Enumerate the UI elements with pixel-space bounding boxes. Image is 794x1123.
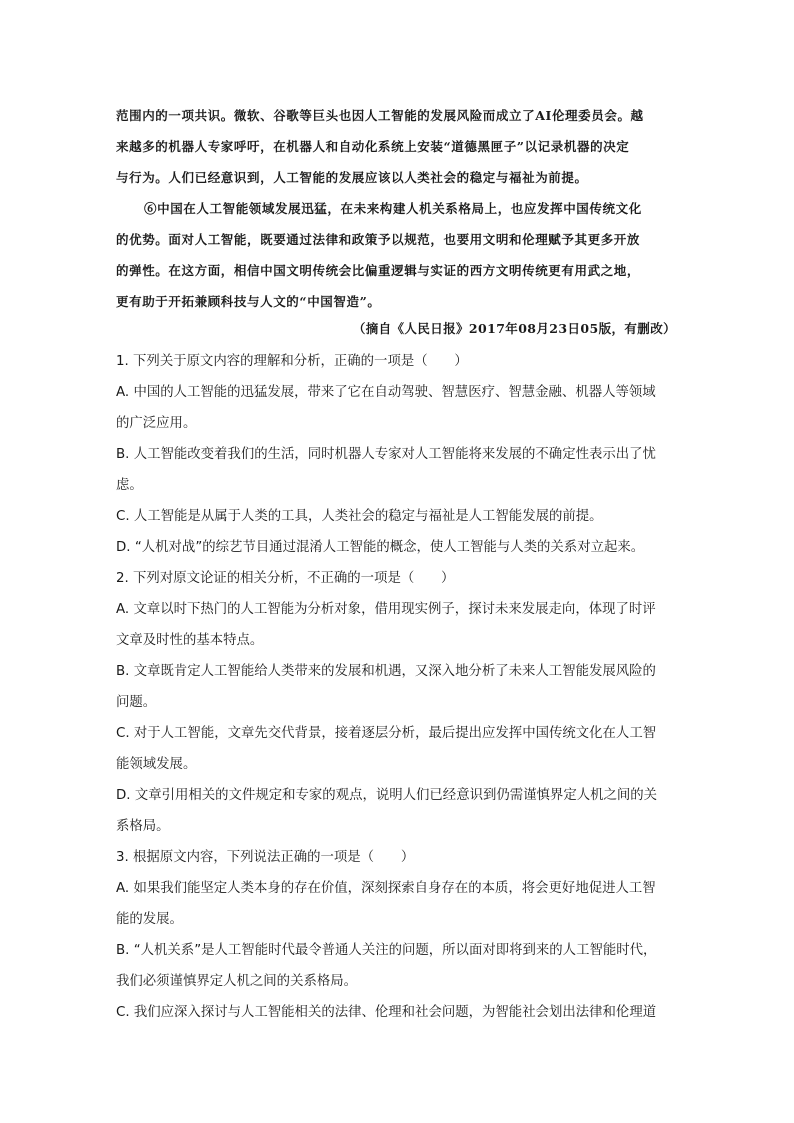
passage-line: 的优势。面对人工智能，既要通过法律和政策予以规范，也要用文明和伦理赋予其更多开放 bbox=[116, 232, 641, 247]
option-line: 我们必须谨慎界定人机之间的关系格局。 bbox=[116, 974, 358, 989]
option-line: A. 如果我们能坚定人类本身的存在价值，深刻探索自身存在的本质，将会更好地促进人工智 bbox=[116, 881, 656, 896]
option-line: B. 文章既肯定人工智能给人类带来的发展和机遇，又深入地分析了未来人工智能发展风险的 bbox=[116, 664, 656, 679]
passage-line: 范围内的一项共识。微软、谷歌等巨头也因人工智能的发展风险而成立了AI伦理委员会。越 bbox=[116, 108, 644, 123]
passage-line: 来越多的机器人专家呼吁，在机器人和自动化系统上安装“道德黑匣子”以记录机器的决定 bbox=[116, 139, 630, 154]
option-line: 的广泛应用。 bbox=[116, 416, 197, 431]
option-line: 能的发展。 bbox=[116, 912, 183, 927]
passage-line: ⑥中国在人工智能领域发展迅猛，在未来构建人机关系格局上，也应发挥中国传统文化 bbox=[144, 201, 642, 216]
passage-line: 的弹性。在这方面，相信中国文明传统会比偏重逻辑与实证的西方文明传统更有用武之地， bbox=[116, 263, 641, 278]
option-line: B. “人机关系”是人工智能时代最令普通人关注的问题，所以面对即将到来的人工智能时代， bbox=[116, 943, 657, 958]
passage-text bbox=[116, 100, 686, 317]
passage-line: 与行为。人们已经意识到，人工智能的发展应该以人类社会的稳定与福祉为前提。 bbox=[116, 170, 588, 185]
option-line: A. 文章以时下热门的人工智能为分析对象，借用现实例子，探讨未来发展走向，体现了时评 bbox=[116, 602, 656, 617]
option-line: B. 人工智能改变着我们的生活，同时机器人专家对人工智能将来发展的不确定性表示出了忧 bbox=[116, 447, 656, 462]
option-line: 虑。 bbox=[116, 478, 143, 493]
option-line: D. “人机对战”的综艺节目通过混淆人工智能的概念，使人工智能与人类的关系对立起来。 bbox=[116, 540, 645, 555]
option-line: C. 我们应深入探讨与人工智能相关的法律、伦理和社会问题，为智能社会划出法律和伦理道 bbox=[116, 1005, 657, 1020]
question-line: 3. 根据原文内容，下列说法正确的一项是（ ） bbox=[116, 850, 415, 865]
passage-line: 更有助于开拓兼顾科技与人文的“中国智造”。 bbox=[116, 294, 381, 309]
option-line: 能领域发展。 bbox=[116, 757, 197, 772]
option-line: C. 对于人工智能，文章先交代背景，接着逐层分析，最后提出应发挥中国传统文化在人工智 bbox=[116, 726, 657, 741]
source-citation: （摘自《人民日报》2017年08月23日05版，有删改） bbox=[352, 321, 676, 336]
option-line: 文章及时性的基本特点。 bbox=[116, 633, 264, 648]
question-list bbox=[116, 346, 684, 1028]
question-line: 1. 下列关于原文内容的理解和分析，正确的一项是（ ） bbox=[116, 354, 468, 369]
option-line: C. 人工智能是从属于人类的工具，人类社会的稳定与福祉是人工智能发展的前提。 bbox=[116, 509, 603, 524]
option-line: A. 中国的人工智能的迅猛发展，带来了它在自动驾驶、智慧医疗、智慧金融、机器人等领域 bbox=[116, 385, 656, 400]
option-line: 系格局。 bbox=[116, 819, 170, 834]
option-line: D. 文章引用相关的文件规定和专家的观点，说明人们已经意识到仍需谨慎界定人机之间的关 bbox=[116, 788, 658, 803]
question-line: 2. 下列对原文论证的相关分析，不正确的一项是（ ） bbox=[116, 571, 455, 586]
option-line: 问题。 bbox=[116, 695, 157, 710]
